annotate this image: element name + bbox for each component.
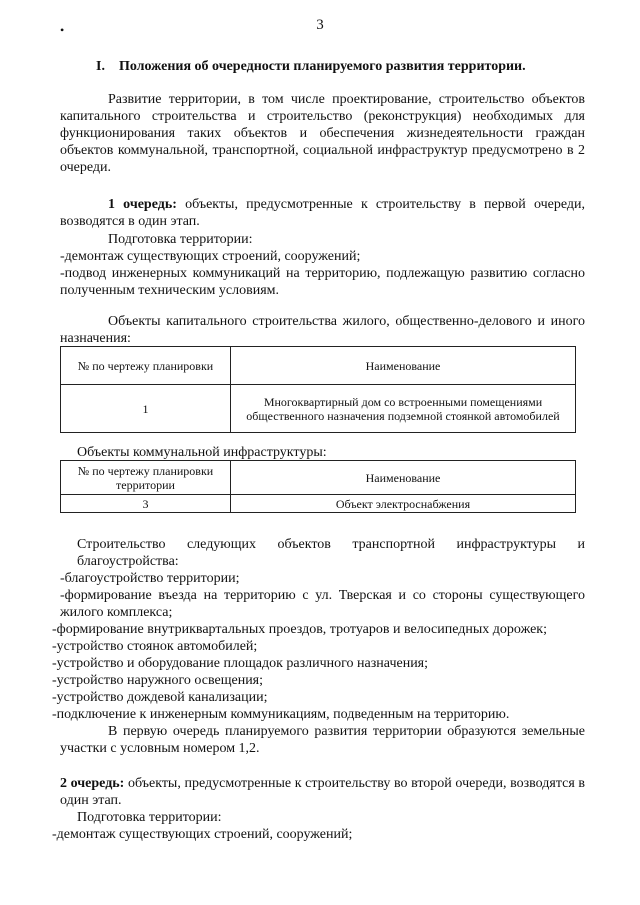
stage1-prep-title: Подготовка территории:: [108, 232, 253, 247]
table-row: [61, 385, 576, 433]
transport-item: -устройство стоянок автомобилей;: [52, 639, 258, 654]
table2-caption: Объекты коммунальной инфраструктуры:: [77, 445, 327, 460]
section-numeral: I.: [96, 59, 105, 74]
section-heading: [96, 58, 526, 75]
transport-item: -формирование внутриквартальных проездов, тротуаров и велосипедных дорожек;: [52, 622, 547, 637]
table-header-cell: № по чертежу планировки: [61, 347, 231, 385]
stage1-paragraph: [60, 196, 585, 230]
table-cell: 1: [61, 385, 231, 433]
table-header-row: [61, 347, 576, 385]
stage2-paragraph: [60, 775, 585, 809]
parcels-paragraph: В первую очередь планируемого развития территории образуются земельные участки с условным номером 1,2.: [60, 724, 585, 756]
stage1-label: 1 очередь:: [108, 197, 177, 212]
table1-caption: Объекты капитального строительства жилого, общественно-делового и иного назначения:: [60, 314, 585, 346]
corner-mark: •: [60, 23, 65, 37]
table-header-row: [61, 461, 576, 495]
transport-item: -устройство наружного освещения;: [52, 673, 264, 688]
transport-item: -благоустройство территории;: [60, 571, 240, 586]
transport-item: -подключение к инженерным коммуникациям, подведенным на территорию.: [52, 707, 510, 722]
transport-intro: Строительство следующих объектов транспортной инфраструктуры и благоустройства:: [77, 537, 585, 569]
table-cell: Объект электроснабжения: [231, 495, 576, 513]
section-title: Положения об очередности планируемого развития территории.: [118, 59, 526, 74]
utility-objects-table: [60, 460, 576, 513]
intro-paragraph: Развитие территории, в том числе проектирование, строительство объектов капитального строительства и строительство (реконструкция) необходимых для функционирования таких объектов и обеспечения жизнедеятельности граждан объектов коммунальной, транспортной, социальной инфраструктур предусмотрено в 2 очереди.: [60, 92, 585, 175]
page-number: 3: [316, 17, 324, 33]
table-cell: 3: [61, 495, 231, 513]
stage2-prep-title: Подготовка территории:: [77, 810, 222, 825]
stage2-label: 2 очередь:: [60, 776, 125, 791]
transport-item: -формирование въезда на территорию с ул. Тверская и со стороны существующего жилого комплекса;: [60, 588, 585, 620]
table-row: [61, 495, 576, 513]
table-header-cell: Наименование: [231, 347, 576, 385]
stage1-text: объекты, предусмотренные к строительству в первой очереди, возводятся в один этап.: [60, 197, 585, 229]
stage2-prep-item: -демонтаж существующих строений, сооружений;: [52, 827, 353, 842]
transport-item: -устройство дождевой канализации;: [52, 690, 268, 705]
capital-objects-table: [60, 346, 576, 433]
transport-item: -устройство и оборудование площадок различного назначения;: [52, 656, 429, 671]
stage2-text: объекты, предусмотренные к строительству во второй очереди, возводятся в один этап.: [60, 776, 585, 808]
table-header-cell: Наименование: [231, 461, 576, 495]
stage1-prep-item: -демонтаж существующих строений, сооружений;: [60, 249, 361, 264]
table-cell: Многоквартирный дом со встроенными помещениями общественного назначения подземной стоянкой автомобилей: [231, 385, 576, 433]
table-header-cell: № по чертежу планировки территории: [61, 461, 231, 495]
stage1-prep-item: -подвод инженерных коммуникаций на территорию, подлежащую развитию согласно полученным техническим условиям.: [60, 266, 585, 298]
